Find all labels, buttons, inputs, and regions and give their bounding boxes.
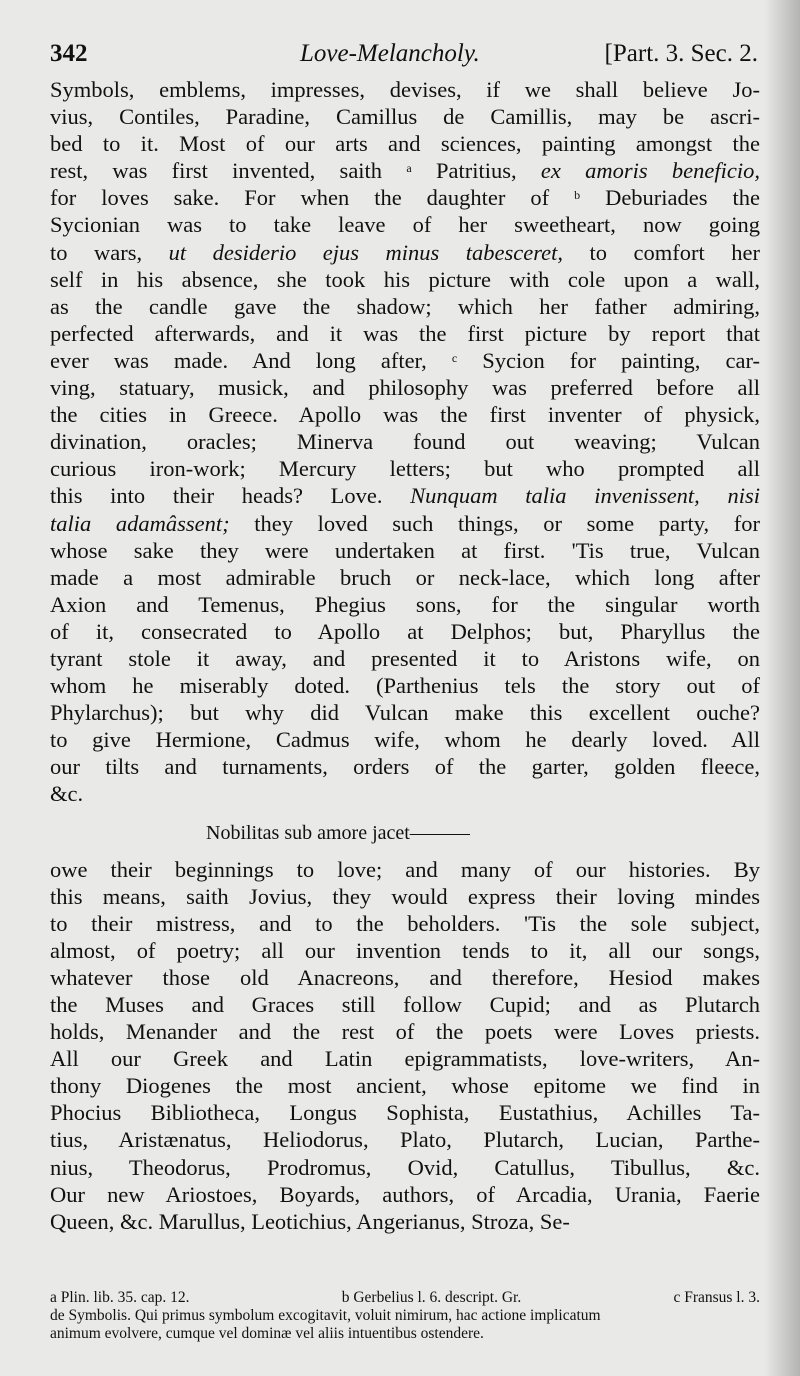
text-line: perfected afterwards, and it was the first picture by report that bbox=[50, 320, 760, 346]
footnote-marker: c bbox=[451, 350, 458, 365]
text-line: vius, Contiles, Paradine, Camillus de Camillis, may be ascri- bbox=[50, 104, 760, 130]
footnote-b: b Gerbelius l. 6. descript. Gr. bbox=[341, 1288, 522, 1306]
italic-text: ex amoris beneficio, bbox=[540, 158, 760, 184]
text-line: the cities in Greece. Apollo was the first inventer of physick, bbox=[50, 402, 760, 428]
footnote-line-3: animum evolvere, cumque vel dominæ vel aliis intuentibus ostendere. bbox=[50, 1324, 484, 1342]
footnote-row-1 bbox=[50, 1289, 760, 1307]
text-line: for loves sake. For when the daughter of $^b$ Deburiades the bbox=[50, 185, 760, 211]
text-line: ving, statuary, musick, and philosophy was preferred before all bbox=[50, 375, 760, 401]
text-line: Queen, &c. Marullus, Leotichius, Angerianus, Stroza, Se- bbox=[50, 1208, 570, 1234]
text-line: &c. bbox=[50, 781, 84, 807]
footnote-line-2: de Symbolis. Qui primus symbolum excogitavit, voluit nimirum, hac actione implicatum bbox=[50, 1306, 601, 1324]
page-header bbox=[50, 34, 760, 74]
text-line: to give Hermione, Cadmus wife, whom he dearly loved. All bbox=[50, 727, 760, 753]
section-reference: [Part. 3. Sec. 2. bbox=[604, 40, 758, 67]
text-line: nius, Theodorus, Prodromus, Ovid, Catullus, Tibullus, &c. bbox=[50, 1154, 760, 1180]
text-line: the Muses and Graces still follow Cupid; and as Plutarch bbox=[50, 992, 760, 1017]
footnotes bbox=[50, 1289, 760, 1343]
text-line: almost, of poetry; all our invention tends to it, all our songs, bbox=[50, 937, 760, 963]
italic-text: talia adamâssent; bbox=[50, 510, 230, 536]
paragraph-2 bbox=[50, 856, 760, 1235]
text-line: self in his absence, she took his picture with cole upon a wall, bbox=[50, 266, 760, 292]
text-line: Our new Ariostoes, Boyards, authors, of Arcadia, Urania, Faerie bbox=[50, 1181, 760, 1207]
footnote-separator bbox=[50, 1279, 760, 1289]
text-line: as the candle gave the shadow; which her father admiring, bbox=[50, 293, 760, 319]
text-line: ever was made. And long after, $^c$ Sycion for painting, car- bbox=[50, 347, 760, 373]
footnote-c: c Fransus l. 3. bbox=[673, 1288, 760, 1306]
text-line: this means, saith Jovius, they would express their loving mindes bbox=[50, 883, 760, 909]
text-line: made a most admirable bruch or neck-lace, which long after bbox=[50, 564, 760, 590]
text-line: Phylarchus); but why did Vulcan make this excellent ouche? bbox=[50, 700, 760, 726]
text-line: whose sake they were undertaken at first. 'Tis true, Vulcan bbox=[50, 537, 760, 563]
paragraph-1 bbox=[50, 76, 760, 808]
text-line: whatever those old Anacreons, and therefore, Hesiod makes bbox=[50, 964, 760, 990]
text-line: to their mistress, and to the beholders. 'Tis the sole subject, bbox=[50, 910, 760, 936]
text-line: whom he miserably doted. (Parthenius tels the story out of bbox=[50, 673, 760, 699]
text-line: of it, consecrated to Apollo at Delphos; but, Pharyllus the bbox=[50, 618, 760, 644]
text-line: to wars, ut desiderio ejus minus tabesceret, to comfort her bbox=[50, 239, 760, 265]
text-line: divination, oracles; Minerva found out weaving; Vulcan bbox=[50, 429, 760, 455]
footnote-marker: a bbox=[406, 161, 412, 176]
text-line: tyrant stole it away, and presented it to Aristons wife, on bbox=[50, 645, 760, 671]
running-title: Love-Melancholy. bbox=[300, 40, 480, 67]
text-line: our tilts and turnaments, orders of the garter, golden fleece, bbox=[50, 754, 760, 780]
text-line: Axion and Temenus, Phegius sons, for the singular worth bbox=[50, 591, 760, 617]
text-line: holds, Menander and the rest of the poets were Loves priests. bbox=[50, 1019, 760, 1045]
text-line: All our Greek and Latin epigrammatists, love-writers, An- bbox=[50, 1046, 760, 1072]
footnote-marker: b bbox=[574, 188, 581, 203]
footnote-a: a Plin. lib. 35. cap. 12. bbox=[50, 1288, 190, 1306]
text-line: this into their heads? Love. Nunquam talia invenissent, nisi bbox=[50, 483, 760, 509]
text-line: Phocius Bibliotheca, Longus Sophista, Eustathius, Achilles Ta- bbox=[50, 1100, 760, 1126]
page-number: 342 bbox=[50, 40, 88, 67]
page-edge-shadow bbox=[764, 0, 800, 1376]
text-line: tius, Aristænatus, Heliodorus, Plato, Plutarch, Lucian, Parthe- bbox=[50, 1127, 760, 1153]
text-line: Symbols, emblems, impresses, devises, if we shall believe Jo- bbox=[50, 77, 760, 102]
text-line: thony Diogenes the most ancient, whose epitome we find in bbox=[50, 1073, 760, 1099]
text-line: bed to it. Most of our arts and sciences, painting amongst the bbox=[50, 131, 760, 157]
latin-quote: Nobilitas sub amore jacet——— bbox=[206, 821, 470, 844]
text-line: Sycionian was to take leave of her sweetheart, now going bbox=[50, 212, 760, 238]
text-line: owe their beginnings to love; and many of our histories. By bbox=[50, 856, 760, 882]
text-line: curious iron-work; Mercury letters; but who prompted all bbox=[50, 456, 760, 482]
italic-text: ut desiderio ejus minus tabesceret, bbox=[168, 239, 564, 265]
italic-text: Nunquam talia invenissent, nisi bbox=[410, 483, 760, 509]
text-line: talia adamâssent; they loved such things, or some party, for bbox=[50, 510, 761, 536]
text-line: rest, was first invented, saith $^a$ Patritius, ex amoris beneficio, bbox=[50, 158, 760, 184]
